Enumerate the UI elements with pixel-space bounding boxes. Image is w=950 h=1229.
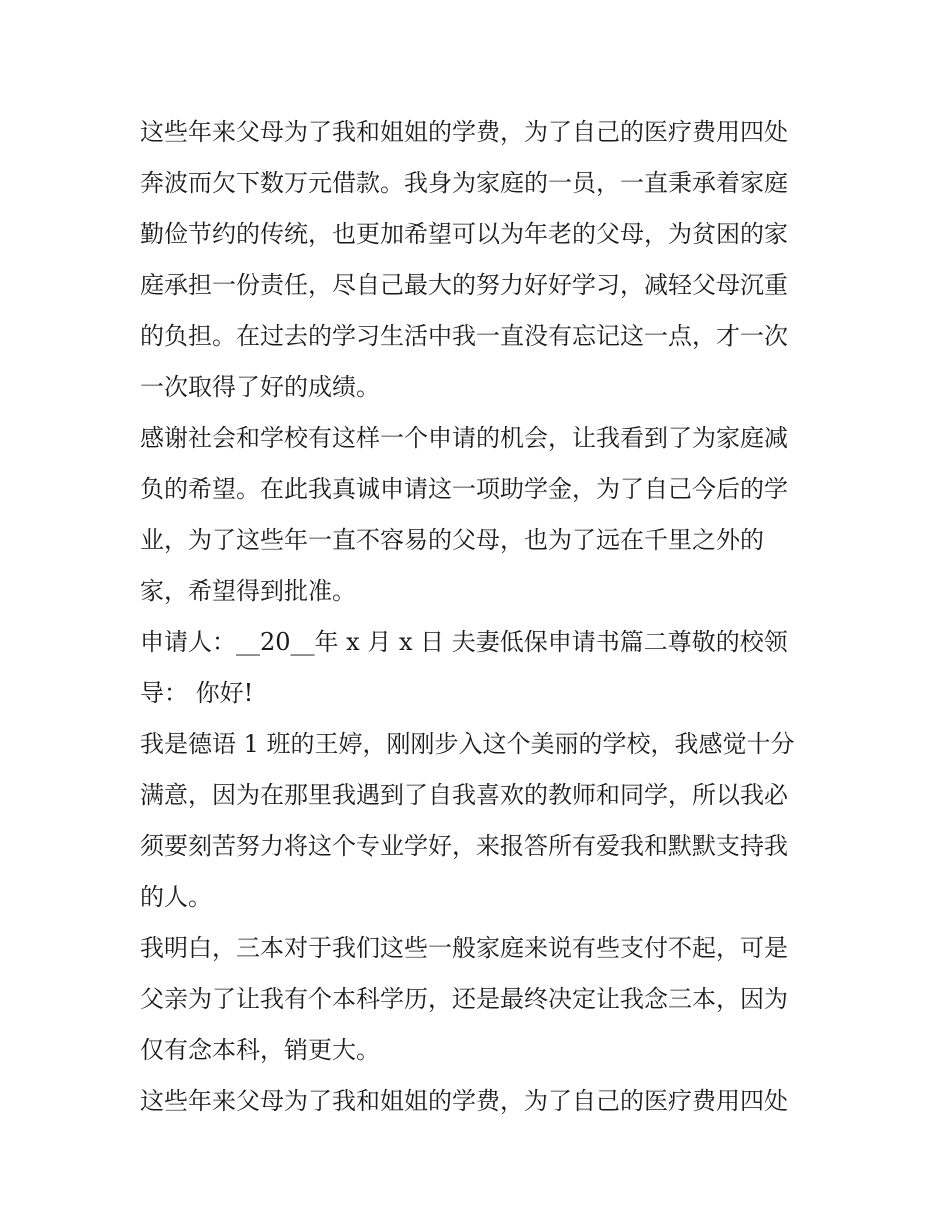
text-line: 父亲为了让我有个本科学历，还是最终决定让我念三本，因为 [140, 985, 788, 1013]
text-line: 我是德语 1 班的王婷，刚刚步入这个美丽的学校，我感觉十分 [140, 730, 795, 758]
text-line: 庭承担一份责任，尽自己最大的努力好好学习，减轻父母沉重 [140, 271, 788, 299]
text-line: 的人。 [140, 883, 212, 911]
text-line: 我明白，三本对于我们这些一般家庭来说有些支付不起，可是 [140, 934, 788, 962]
text-line: 勤俭节约的传统，也更加希望可以为年老的父母，为贫困的家 [140, 220, 788, 248]
text-line: 一次取得了好的成绩。 [140, 373, 380, 401]
text-line: 这些年来父母为了我和姐姐的学费，为了自己的医疗费用四处 [140, 118, 788, 146]
text-line: 业，为了这些年一直不容易的父母，也为了远在千里之外的 [140, 526, 764, 554]
text-line: 家，希望得到批准。 [140, 577, 356, 605]
text-line: 须要刻苦努力将这个专业学好，来报答所有爱我和默默支持我 [140, 832, 788, 860]
text-line: 申请人：__20__年 x 月 x 日 夫妻低保申请书篇二尊敬的校领 [140, 628, 788, 656]
text-line: 负的希望。在此我真诚申请这一项助学金，为了自己今后的学 [140, 475, 788, 503]
text-line: 满意，因为在那里我遇到了自我喜欢的教师和同学，所以我必 [140, 781, 788, 809]
text-line: 导： 你好! [140, 679, 254, 707]
text-line: 奔波而欠下数万元借款。我身为家庭的一员，一直秉承着家庭 [140, 169, 788, 197]
text-line: 感谢社会和学校有这样一个申请的机会，让我看到了为家庭减 [140, 424, 788, 452]
text-line: 仅有念本科，销更大。 [140, 1036, 380, 1064]
document-body [140, 107, 812, 1127]
text-line: 这些年来父母为了我和姐姐的学费，为了自己的医疗费用四处 [140, 1087, 788, 1115]
text-line: 的负担。在过去的学习生活中我一直没有忘记这一点，才一次 [140, 322, 788, 350]
